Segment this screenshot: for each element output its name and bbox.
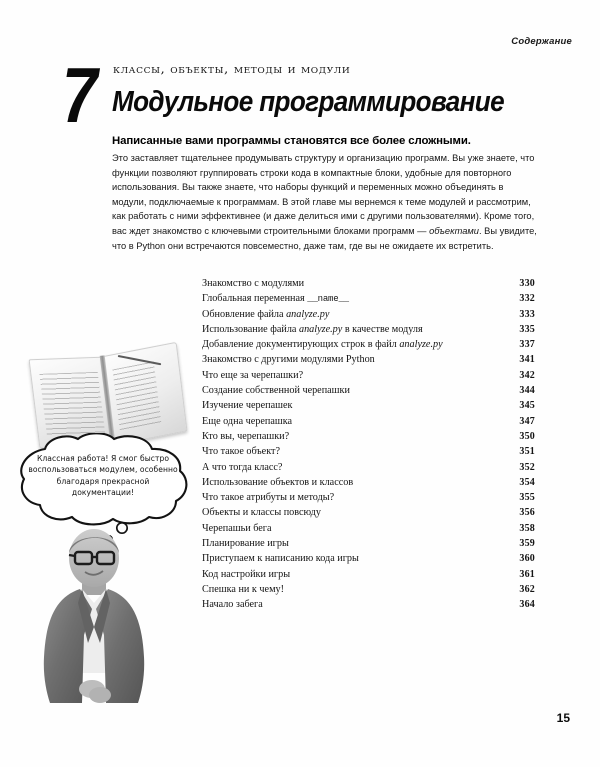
toc-entry-label: А что тогда класс? [202, 461, 283, 473]
toc-entry-page: 359 [519, 538, 535, 550]
toc-entry-page: 333 [519, 308, 535, 320]
toc-entry-label: Использование объектов и классов [202, 476, 354, 488]
intro-body-part1: Это заставляет тщательнее продумывать структуру и организацию программ. Вы уже знаете, что функции позволяют группировать строки кода в компактные блоки, удобные для повторного использования. Вы также знаете, что наборы функций и переменных можно объединять в модули, подключаемые к программам. В этой главе мы вернемся к теме модулей и рассмотрим, как работать с ними эффективнее (и даже делиться ими с другими пользователями). Кроме того, вас ждет знакомство с ключевыми строительными блоками программ — [112, 153, 535, 236]
toc-entry-page: 356 [519, 507, 535, 519]
toc-entry-page: 355 [519, 492, 535, 504]
toc-entry-label: Что еще за черепашки? [202, 369, 304, 381]
intro-body-part2: . Вы увидите, что в Python они встречаются повсеместно, даже там, где вы не ожидаете их встретить. [112, 225, 537, 251]
thought-bubble [10, 433, 196, 529]
intro-lead: Написанные вами программы становятся все более сложными. [112, 135, 471, 147]
toc-row[interactable] [202, 569, 535, 584]
chapter-eyebrow: классы, объекты, методы и модули [113, 62, 351, 77]
toc-row[interactable] [202, 462, 535, 477]
toc-entry-label: Спешка ни к чему! [202, 583, 285, 595]
toc-entry-page: 335 [519, 323, 535, 335]
toc-row[interactable] [202, 431, 535, 446]
toc-entry-label: Что такое атрибуты и методы? [202, 492, 335, 504]
thought-bubble-text: Классная работа! Я смог быстро воспользоваться модулем, особенно благодаря прекрасной документации! [28, 454, 178, 498]
toc-entry-page: 350 [519, 430, 535, 442]
man-with-glasses-photo [30, 523, 158, 711]
chapter-title: Модульное программирование [112, 86, 504, 118]
toc-row[interactable] [202, 446, 535, 461]
toc-entry-label: Начало забега [202, 599, 263, 611]
toc-row[interactable] [202, 339, 535, 354]
toc-entry-label: Изучение черепашек [202, 400, 293, 412]
toc-entry-label: Планирование игры [202, 538, 289, 550]
toc-entry-label: Кто вы, черепашки? [202, 430, 290, 442]
toc-row[interactable] [202, 370, 535, 385]
toc-entry-page: 354 [519, 476, 535, 488]
toc-entry-page: 364 [519, 599, 535, 611]
toc-entry-page: 332 [519, 293, 535, 305]
toc-entry-page: 341 [519, 354, 535, 366]
toc-entry-page: 362 [519, 583, 535, 595]
toc-entry-label: Еще одна черепашка [202, 415, 293, 427]
book-text-lines [112, 361, 161, 431]
running-head: Содержание [511, 36, 572, 47]
toc-entry-page: 352 [519, 461, 535, 473]
chapter-number: 7 [62, 51, 96, 139]
toc-entry-label: Добавление документирующих строк в файл analyze.py [202, 339, 443, 351]
toc-entry-page: 358 [519, 522, 535, 534]
toc-row[interactable] [202, 538, 535, 553]
toc-row[interactable] [202, 278, 535, 293]
toc-row[interactable] [202, 523, 535, 538]
toc-row[interactable] [202, 584, 535, 599]
toc-entry-label: Объекты и классы повсюду [202, 507, 321, 519]
book-right-page [102, 342, 188, 446]
toc-row[interactable] [202, 477, 535, 492]
page-number: 15 [556, 711, 570, 725]
toc-entry-page: 337 [519, 339, 535, 351]
chapter-intro [112, 133, 537, 253]
intro-body [112, 151, 537, 253]
toc-entry-label: Использование файла analyze.py в качестве модуля [202, 323, 423, 335]
toc-row[interactable] [202, 553, 535, 568]
toc-entry-page: 345 [519, 400, 535, 412]
toc-row[interactable] [202, 599, 535, 614]
book-text-lines [39, 372, 105, 436]
person-silhouette [30, 523, 158, 711]
toc-entry-page: 351 [519, 446, 535, 458]
toc-entry-page: 360 [519, 553, 535, 565]
toc-row[interactable] [202, 492, 535, 507]
toc-row[interactable] [202, 309, 535, 324]
toc-entry-label: Черепашьи бега [202, 522, 272, 534]
toc-entry-page: 330 [519, 278, 535, 289]
toc-row[interactable] [202, 324, 535, 339]
toc-entry-page: 344 [519, 385, 535, 397]
toc-entry-label: Знакомство с модулями [202, 278, 305, 289]
toc-entry-label: Глобальная переменная __name__ [202, 293, 349, 305]
chapter-toc [202, 278, 535, 615]
illustration-group [8, 345, 208, 720]
toc-entry-label: Обновление файла analyze.py [202, 308, 330, 320]
toc-entry-label: Что такое объект? [202, 446, 280, 458]
toc-row[interactable] [202, 507, 535, 522]
intro-body-emphasis: объектами [429, 225, 479, 236]
toc-entry-label: Код настройки игры [202, 568, 291, 580]
toc-entry-label: Создание собственной черепашки [202, 385, 350, 397]
toc-entry-page: 361 [519, 568, 535, 580]
toc-entry-page: 347 [519, 415, 535, 427]
toc-entry-label: Знакомство с другими модулями Python [202, 354, 375, 366]
toc-entry-page: 342 [519, 369, 535, 381]
toc-row[interactable] [202, 416, 535, 431]
toc-row[interactable] [202, 354, 535, 369]
toc-row[interactable] [202, 385, 535, 400]
toc-row[interactable] [202, 400, 535, 415]
toc-row[interactable] [202, 293, 535, 308]
toc-entry-label: Приступаем к написанию кода игры [202, 553, 359, 565]
